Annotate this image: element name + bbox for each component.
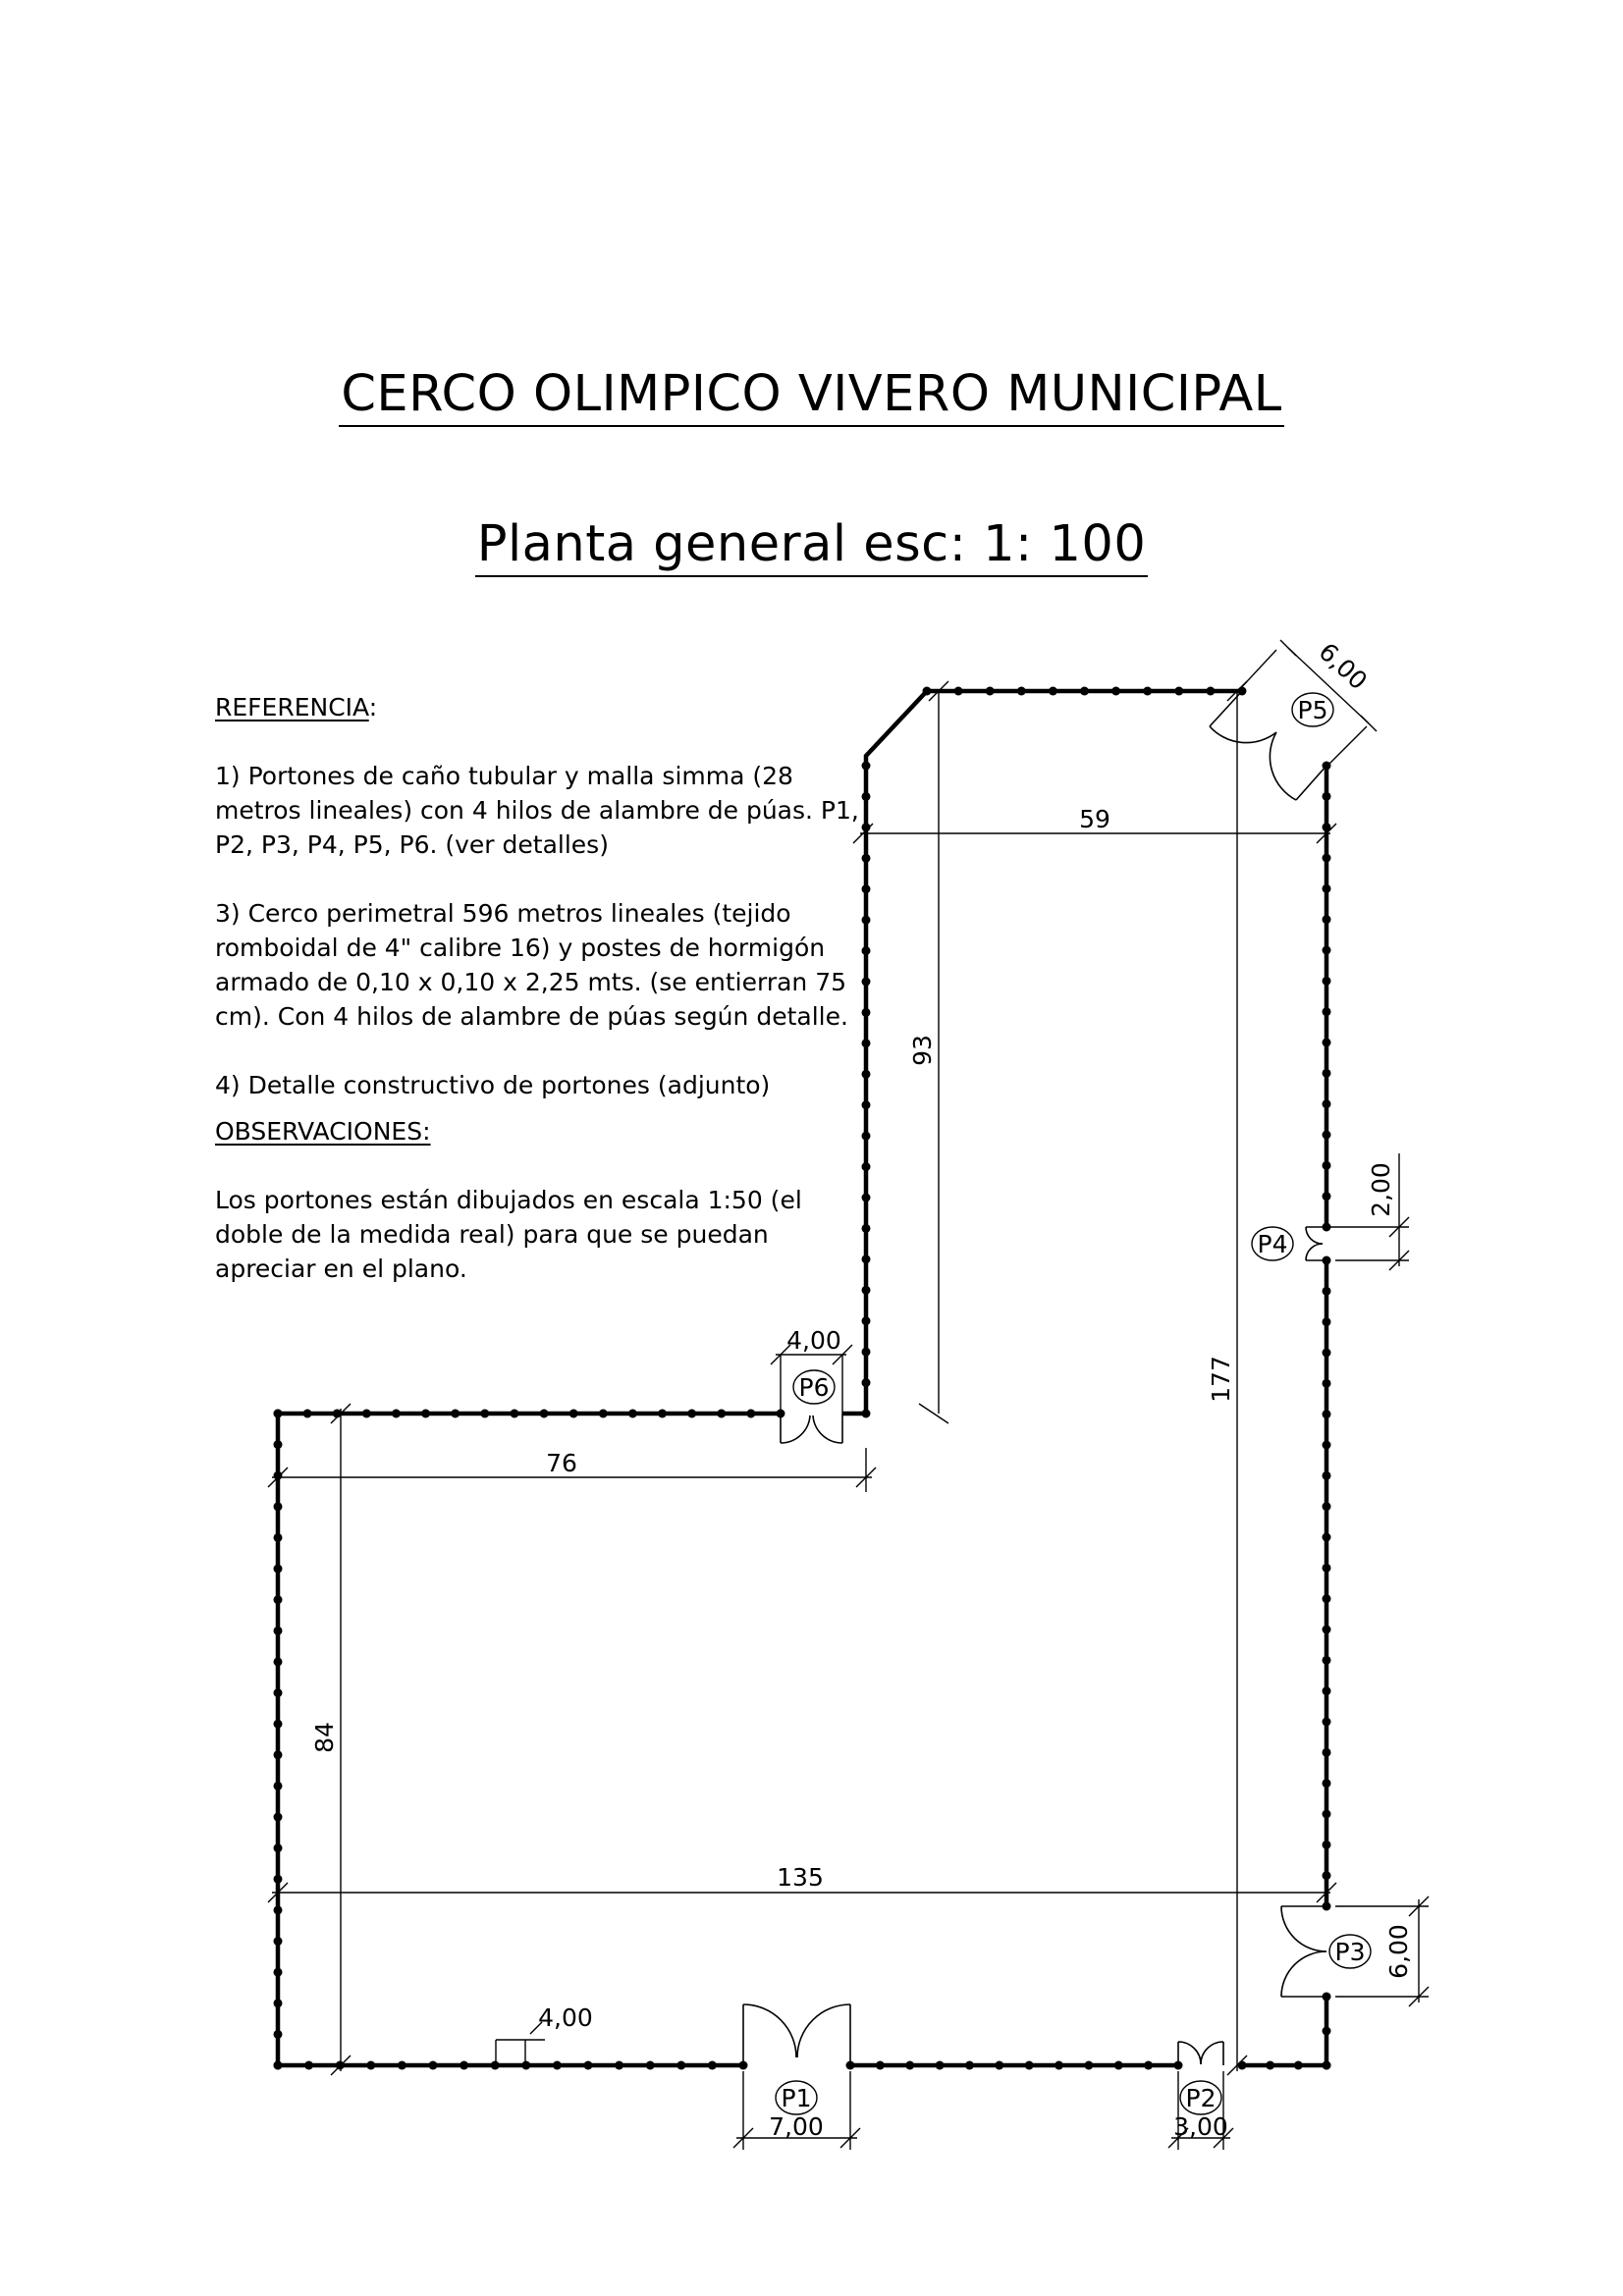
fence-post bbox=[862, 1255, 871, 1263]
page-title: CERCO OLIMPICO VIVERO MUNICIPAL bbox=[0, 365, 1623, 427]
fence-post bbox=[1323, 915, 1331, 924]
fence-post bbox=[708, 2061, 717, 2070]
gate-width-p5: 6,00 bbox=[1313, 637, 1374, 696]
fence-post bbox=[995, 2061, 1003, 2070]
fence-post bbox=[274, 1999, 283, 2007]
fence-post bbox=[1323, 946, 1331, 955]
gate-label-p3: P3 bbox=[1334, 1938, 1366, 1966]
gate-labels bbox=[310, 637, 1413, 2141]
fence-post bbox=[862, 1162, 871, 1171]
fence-post bbox=[1323, 1349, 1331, 1358]
fence-post bbox=[274, 2061, 283, 2070]
fence-post bbox=[274, 1720, 283, 1729]
gate-width-p6: 4,00 bbox=[786, 1326, 841, 1355]
fence-post bbox=[274, 1968, 283, 1977]
fence-post bbox=[862, 1039, 871, 1047]
fence-right-bottom-segment bbox=[1242, 1997, 1326, 2065]
gate-label-p2: P2 bbox=[1185, 2084, 1217, 2112]
fence-post bbox=[717, 1410, 726, 1418]
dim-post-spacing: 4,00 bbox=[538, 2003, 593, 2032]
fence-post bbox=[1323, 1686, 1331, 1695]
fence-post bbox=[480, 1410, 489, 1418]
gate-label-p5: P5 bbox=[1297, 696, 1328, 724]
page-subtitle: Planta general esc: 1: 100 bbox=[0, 515, 1623, 577]
fence-post bbox=[986, 687, 995, 696]
fence-post bbox=[553, 2061, 562, 2070]
fence-post bbox=[905, 2061, 914, 2070]
fence-post bbox=[274, 1410, 283, 1418]
fence-post bbox=[862, 978, 871, 987]
gate-width-p3: 6,00 bbox=[1384, 1924, 1413, 1979]
observations-text: Los portones están dibujados en escala 1:50 (el doble de la medida real) para que se puedan apreciar en el plano. bbox=[215, 1186, 802, 1283]
dimension-ticks bbox=[268, 640, 1429, 2148]
fence-post bbox=[862, 1348, 871, 1357]
fence-post bbox=[1144, 2061, 1153, 2070]
fence-post bbox=[862, 1100, 871, 1109]
fence-post bbox=[862, 792, 871, 801]
fence-post bbox=[1323, 1069, 1331, 1078]
fence-post bbox=[1323, 1379, 1331, 1388]
fence-post bbox=[1323, 1161, 1331, 1170]
fence-post bbox=[451, 1410, 460, 1418]
fence-post bbox=[584, 2061, 593, 2070]
fence-post bbox=[746, 1410, 755, 1418]
fence-bottom-segment-a bbox=[278, 1414, 781, 2065]
fence-post bbox=[862, 884, 871, 893]
fence-post bbox=[540, 1410, 549, 1418]
fence-post bbox=[1049, 687, 1057, 696]
fence-post bbox=[1323, 1871, 1331, 1880]
reference-item-1: 1) Portones de caño tubular y malla simma (28 metros lineales) con 4 hilos de alambre de púas. P1, P2, P3, P4, P5, P6. (ver detalles) bbox=[215, 762, 859, 859]
fence-post bbox=[1111, 687, 1120, 696]
fence-post bbox=[303, 1410, 312, 1418]
fence-post bbox=[1323, 1502, 1331, 1511]
fence-post bbox=[862, 1132, 871, 1141]
fence-post bbox=[1323, 1192, 1331, 1201]
fence-post bbox=[274, 1565, 283, 1574]
fence-post bbox=[1323, 1317, 1331, 1326]
fence-post bbox=[1323, 1410, 1331, 1418]
fence-post bbox=[274, 1471, 283, 1480]
fence-post bbox=[1323, 1287, 1331, 1296]
dim-total-width: 135 bbox=[777, 1863, 824, 1892]
fence-post bbox=[1025, 2061, 1034, 2070]
fence-post bbox=[274, 1627, 283, 1635]
fence-post bbox=[1174, 687, 1183, 696]
fence-post bbox=[862, 1286, 871, 1295]
fence-post bbox=[862, 1316, 871, 1325]
fence-post bbox=[274, 1502, 283, 1511]
gate-p3 bbox=[1281, 1906, 1326, 1997]
fence-post bbox=[421, 1410, 430, 1418]
gate-label-p6: P6 bbox=[798, 1373, 830, 1402]
fence-post bbox=[491, 2061, 500, 2070]
fence-post bbox=[1323, 854, 1331, 863]
observations-heading: OBSERVACIONES: bbox=[215, 1117, 431, 1146]
fence-post bbox=[1080, 687, 1089, 696]
gate-p4 bbox=[1306, 1227, 1326, 1260]
fence-inner-vertical bbox=[842, 766, 866, 1414]
fence-post bbox=[965, 2061, 974, 2070]
fence-post bbox=[876, 2061, 885, 2070]
gate-label-p1: P1 bbox=[781, 2084, 812, 2112]
dimension-lines bbox=[272, 648, 1429, 2150]
fence-post bbox=[1323, 1810, 1331, 1819]
fence-post bbox=[615, 2061, 623, 2070]
fence-post bbox=[1323, 792, 1331, 801]
fence-post bbox=[862, 854, 871, 863]
fence-post bbox=[862, 762, 871, 771]
fence-post bbox=[274, 1657, 283, 1666]
dim-left-height: 84 bbox=[310, 1722, 339, 1753]
fence-post bbox=[304, 2061, 313, 2070]
fence-post bbox=[1266, 2061, 1274, 2070]
fence-post bbox=[274, 1688, 283, 1697]
fence-post bbox=[274, 1533, 283, 1542]
fence-post bbox=[521, 2061, 530, 2070]
fence-post bbox=[1323, 2061, 1331, 2070]
fence-post bbox=[936, 2061, 945, 2070]
gate-width-p1: 7,00 bbox=[769, 2112, 824, 2141]
gate-width-p2: 3,00 bbox=[1173, 2112, 1228, 2141]
fence-post bbox=[1323, 1718, 1331, 1727]
reference-item-4: 4) Detalle constructivo de portones (adjunto) bbox=[215, 1071, 771, 1099]
fence-post bbox=[1323, 1099, 1331, 1108]
gate-p1 bbox=[743, 2004, 850, 2065]
fence-post bbox=[1323, 1564, 1331, 1573]
fence-post bbox=[274, 1440, 283, 1449]
fence-top-segment bbox=[866, 691, 1242, 766]
fence-post bbox=[1238, 2061, 1247, 2070]
fence-post bbox=[1323, 1748, 1331, 1757]
fence-post bbox=[1055, 2061, 1063, 2070]
dim-right-upper-height: 93 bbox=[908, 1035, 937, 1066]
fence-post bbox=[1323, 977, 1331, 986]
dim-top-width: 59 bbox=[1079, 805, 1110, 833]
gate-p2 bbox=[1178, 2042, 1223, 2065]
fence-post bbox=[1323, 1131, 1331, 1140]
fence-post bbox=[1323, 1441, 1331, 1450]
fence-post bbox=[1323, 2027, 1331, 2036]
reference-heading: REFERENCIA: bbox=[215, 693, 378, 721]
fence-post bbox=[862, 1008, 871, 1017]
reference-item-3: 3) Cerco perimetral 596 metros lineales (tejido romboidal de 4" calibre 16) y postes de hormigón armado de 0,10 x 0,10 x 2,25 mts. (se entierran 75 cm). Con 4 hilos de alambre de púas según detalle. bbox=[215, 899, 848, 1031]
fence-post bbox=[392, 1410, 401, 1418]
fence-post bbox=[1143, 687, 1152, 696]
fence-post bbox=[1323, 1626, 1331, 1634]
fence-post bbox=[1323, 884, 1331, 893]
gate-p6 bbox=[781, 1414, 842, 1443]
fence-post bbox=[569, 1410, 578, 1418]
fence-post bbox=[862, 1194, 871, 1202]
fence-post bbox=[1084, 2061, 1093, 2070]
fence-post bbox=[628, 1410, 637, 1418]
dim-left-upper-width: 76 bbox=[546, 1449, 577, 1477]
fence-post bbox=[274, 1843, 283, 1852]
gate-label-p4: P4 bbox=[1257, 1230, 1288, 1258]
fence-post bbox=[1323, 1841, 1331, 1849]
fence-post bbox=[274, 1875, 283, 1884]
dim-right-total-height: 177 bbox=[1207, 1356, 1235, 1403]
fence-post bbox=[1323, 1039, 1331, 1047]
fence-post bbox=[510, 1410, 518, 1418]
fence-post bbox=[676, 2061, 685, 2070]
fence-post bbox=[862, 1070, 871, 1079]
fence-post bbox=[1323, 1007, 1331, 1016]
fence-post bbox=[1323, 1471, 1331, 1480]
fence-post bbox=[429, 2061, 438, 2070]
fence-post bbox=[274, 2030, 283, 2039]
fence-post bbox=[366, 2061, 375, 2070]
fence-post bbox=[862, 1410, 871, 1418]
fence-post bbox=[954, 687, 963, 696]
fence-post bbox=[862, 916, 871, 925]
fence-post bbox=[398, 2061, 406, 2070]
fence-post bbox=[274, 1813, 283, 1822]
fence-post bbox=[1323, 1656, 1331, 1665]
gate-width-p4: 2,00 bbox=[1367, 1162, 1395, 1217]
fence-post bbox=[274, 1595, 283, 1604]
fence-post bbox=[1017, 687, 1026, 696]
fence-post bbox=[862, 1378, 871, 1387]
fence-post bbox=[1114, 2061, 1123, 2070]
fence-post bbox=[274, 1937, 283, 1946]
fence-post bbox=[1323, 1779, 1331, 1788]
fence-post bbox=[923, 687, 932, 696]
fence-post bbox=[274, 1905, 283, 1914]
fence-post bbox=[1206, 687, 1215, 696]
fence-post bbox=[362, 1410, 371, 1418]
fence-post bbox=[599, 1410, 608, 1418]
fence-post bbox=[1323, 1594, 1331, 1603]
fence-post bbox=[1294, 2061, 1303, 2070]
fence-post bbox=[274, 1782, 283, 1790]
fence-post bbox=[460, 2061, 468, 2070]
fence-post bbox=[1323, 1533, 1331, 1542]
fence-post bbox=[862, 1224, 871, 1233]
fence-post bbox=[274, 1750, 283, 1759]
fence-post bbox=[862, 946, 871, 955]
fence-post bbox=[687, 1410, 696, 1418]
fence-post bbox=[646, 2061, 655, 2070]
fence-post bbox=[658, 1410, 667, 1418]
